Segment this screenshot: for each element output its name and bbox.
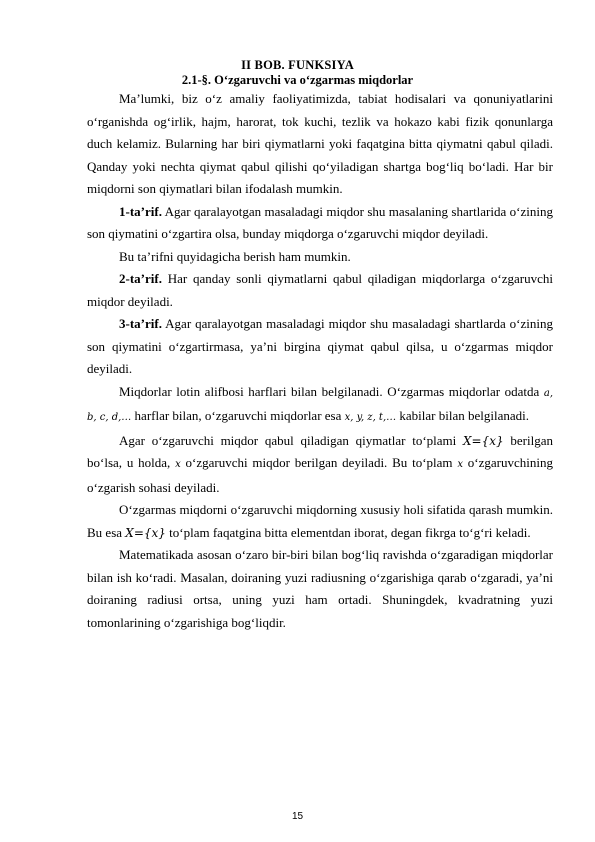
definition-3-text: Agar qaralayotgan masaladagi miqdor shu masaladagi shartlarda o‘zining son qiymatini o‘zgartirmasa, ya’ni birgina qiymat qabul qilsa, u o‘zgarmas miqdor deyiladi. <box>87 316 553 376</box>
math-x-symbol: x <box>175 459 181 470</box>
paragraph-intro: Ma’lumki, biz o‘z amaliy faoliyatimizda, tabiat hodisalari va qonuniyatlarini o‘rganishda og‘irlik, hajm, harorat, tok kuchi, tezlik va hokazo kabi fizik qonunlarga duch kelamiz. Bularning har biri qiymatlarni yoki faqatgina bitta qiymatni qabul qiladi. Qanday yoki nechta qiymat qabul qilishi qo‘yiladigan shartga bog‘liq bo‘ladi. Har bir miqdorni son qiymatlari bilan ifodalash mumkin. <box>87 91 553 196</box>
definition-1-text: Agar qaralayotgan masaladagi miqdor shu masalaning shartlarida o‘zining son qiymatini o‘zgartira olsa, bunday miqdorga o‘zgaruvchi miqdor deyiladi. <box>87 203 553 241</box>
notation-text-a: Miqdorlar lotin alifbosi harflari bilan belgilanadi. O‘zgarmas miqdorlar odatda <box>119 383 544 399</box>
page-number: 15 <box>291 811 304 822</box>
math-x-symbol: x <box>457 459 463 470</box>
constant-text-a: O‘zgarmas miqdorni o‘zgaruvchi miqdorning xususiy holi sifatida qarash mumkin. Bu esa <box>87 502 553 540</box>
paragraph-notation <box>87 381 553 430</box>
definition-2-text: Har qanday sonli qiymatlarni qabul qiladigan miqdorlarga o‘zgaruvchi miqdor deyiladi. <box>87 271 553 309</box>
paragraph-constant <box>87 499 553 544</box>
chapter-title: II BOB. FUNKSIYA <box>241 58 354 72</box>
math-set-formula: X={x} <box>125 525 166 540</box>
definition-1 <box>87 201 553 246</box>
paragraph-note: Bu ta’rifni quyidagicha berish ham mumkin. <box>119 248 351 264</box>
paragraph-set <box>87 430 553 500</box>
math-constants: a, b, c, d,… <box>87 387 553 423</box>
definition-1-label: 1-ta’rif. <box>119 203 162 219</box>
definition-2-label: 2-ta’rif. <box>119 271 162 286</box>
body-text <box>87 88 553 634</box>
paragraph-dependence: Matematikada asosan o‘zaro bir-biri bilan bog‘liq ravishda o‘zgaradigan miqdorlar bilan ish ko‘radi. Masalan, doiraning yuzi radiusning o‘zgarishiga qarab o‘zgaradi, ya’ni doiraning radiusi ortsa, uning yuzi ham ortadi. Shuningdek, kvadratning yuzi tomonlarining o‘zgarishiga bog‘liqdir. <box>87 547 553 630</box>
constant-text-b: to‘plam faqatgina bitta elementdan iborat, degan fikrga to‘g‘ri keladi. <box>165 524 531 540</box>
set-text-c: o‘zgaruvchi miqdor berilgan deyiladi. Bu to‘plam <box>180 455 458 470</box>
notation-text-c: kabilar bilan belgilanadi. <box>396 408 529 423</box>
set-text-b: berilgan bo‘lsa, u holda, <box>87 432 554 470</box>
definition-3-label: 3-ta’rif. <box>119 316 162 331</box>
definition-2 <box>87 268 553 313</box>
set-text-d: o‘zgaruvchining o‘zgarish sohasi deyiladi. <box>87 455 553 495</box>
definition-3 <box>87 313 553 381</box>
set-text-a: Agar o‘zgaruvchi miqdor qabul qiladigan qiymatlar to‘plami <box>119 432 464 448</box>
notation-text-b: harflar bilan, o‘zgaruvchi miqdorlar esa <box>131 408 345 423</box>
math-set-formula: X={x} <box>463 433 504 448</box>
section-title: 2.1-§. O‘zgaruvchi va o‘zgarmas miqdorlar <box>181 73 414 87</box>
math-variables: x, y, z, t,… <box>344 412 397 423</box>
